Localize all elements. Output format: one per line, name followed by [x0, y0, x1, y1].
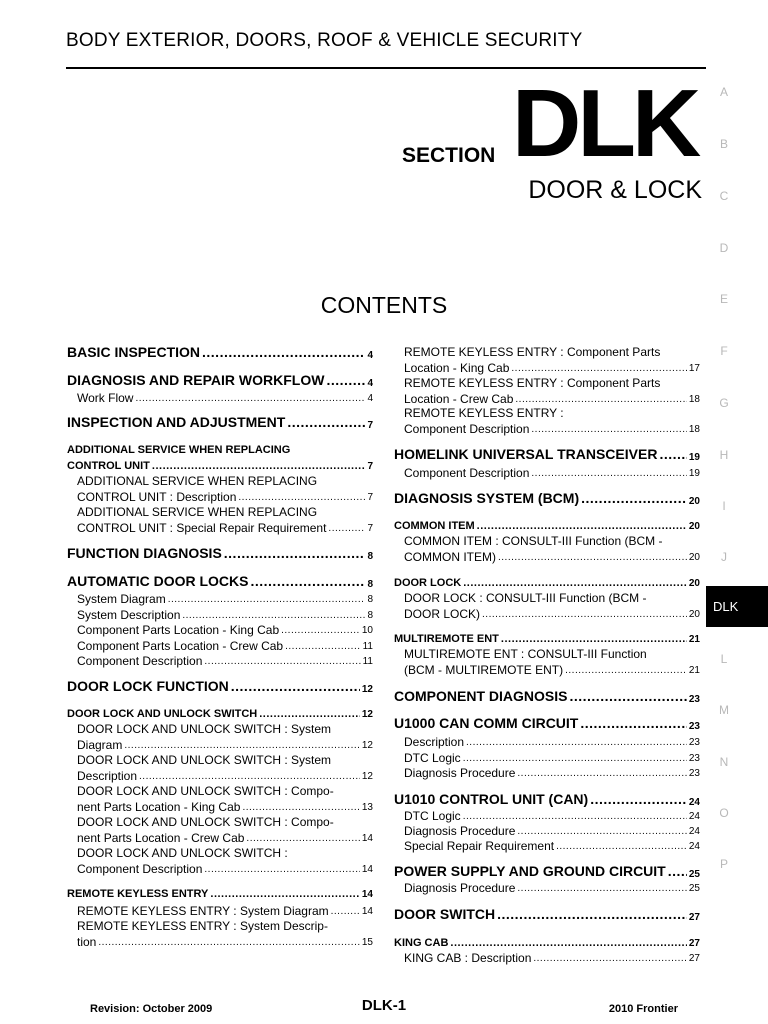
- toc-page-number: 23: [688, 694, 700, 705]
- toc-entry[interactable]: [67, 722, 373, 753]
- toc-entry[interactable]: [67, 505, 373, 536]
- toc-entry[interactable]: [394, 689, 700, 708]
- toc-entry[interactable]: [67, 623, 373, 639]
- toc-leader-dots: [659, 447, 686, 466]
- toc-entry-title: DOOR LOCK AND UNLOCK SWITCH: [67, 708, 258, 720]
- toc-entry-title: INSPECTION AND ADJUSTMENT: [67, 414, 286, 430]
- toc-leader-dots: [204, 862, 359, 878]
- toc-entry-title: Component Parts Location - King Cab: [77, 623, 280, 637]
- toc-leader-dots: [482, 607, 687, 623]
- toc-entry-title: REMOTE KEYLESS ENTRY : Component Parts: [404, 345, 661, 359]
- toc-entry-title: CONTROL UNIT : Description: [77, 489, 237, 504]
- toc-entry[interactable]: [67, 784, 373, 815]
- toc-entry[interactable]: [67, 345, 373, 364]
- toc-entry-title: DOOR LOCK: [394, 577, 462, 589]
- section-subtitle: DOOR & LOCK: [528, 176, 702, 204]
- toc-entry-title: Component Parts Location - Crew Cab: [77, 639, 284, 653]
- toc-entry[interactable]: [394, 491, 700, 510]
- toc-entry[interactable]: [394, 447, 700, 466]
- toc-page-number: 18: [688, 423, 700, 435]
- toc-leader-dots: [202, 345, 365, 364]
- toc-entry-title: nent Parts Location - King Cab: [77, 799, 241, 814]
- toc-page-number: 21: [688, 664, 700, 676]
- toc-entry[interactable]: [394, 936, 700, 952]
- toc-page-number: 7: [367, 460, 373, 472]
- toc-entry-title: DOOR LOCK AND UNLOCK SWITCH : Compo-: [77, 784, 334, 798]
- toc-leader-dots: [466, 735, 687, 751]
- toc-leader-dots: [511, 361, 686, 377]
- section-index-letter[interactable]: J: [721, 550, 727, 564]
- toc-entry[interactable]: [67, 919, 373, 950]
- toc-leader-dots: [168, 592, 366, 608]
- toc-leader-dots: [98, 935, 360, 951]
- toc-entry[interactable]: [67, 815, 373, 846]
- toc-entry[interactable]: [67, 443, 373, 474]
- toc-entry-title: tion: [77, 934, 97, 949]
- toc-entry[interactable]: [67, 679, 373, 698]
- toc-leader-dots: [556, 839, 687, 855]
- header-divider: [66, 67, 706, 69]
- toc-entry-title: Diagram: [77, 737, 123, 752]
- toc-leader-dots: [246, 831, 359, 847]
- toc-entry[interactable]: [67, 654, 373, 670]
- toc-entry[interactable]: [394, 881, 700, 897]
- toc-page-number: 12: [361, 684, 373, 695]
- toc-entry-title: DIAGNOSIS SYSTEM (BCM): [394, 490, 580, 506]
- toc-entry-title: COMMON ITEM: [394, 520, 475, 532]
- section-index-letter[interactable]: G: [719, 396, 729, 410]
- toc-entry[interactable]: [394, 864, 700, 883]
- toc-entry-title: U1000 CAN COMM CIRCUIT: [394, 715, 579, 731]
- section-index-letter[interactable]: D: [719, 241, 729, 255]
- toc-page-number: 13: [361, 801, 373, 813]
- toc-entry-title: DOOR LOCK AND UNLOCK SWITCH :: [77, 846, 288, 860]
- toc-entry-title: MULTIREMOTE ENT: [394, 633, 499, 645]
- toc-entry[interactable]: [394, 766, 700, 782]
- toc-leader-dots: [450, 936, 686, 952]
- toc-leader-dots: [224, 546, 366, 565]
- toc-entry-title: COMMON ITEM): [404, 549, 496, 564]
- toc-entry[interactable]: [67, 887, 373, 903]
- toc-entry[interactable]: [394, 376, 700, 407]
- toc-entry[interactable]: [394, 576, 700, 592]
- toc-entry[interactable]: [67, 592, 373, 608]
- toc-entry[interactable]: [394, 824, 700, 840]
- toc-entry-title: nent Parts Location - Crew Cab: [77, 830, 245, 845]
- toc-entry-title: REMOTE KEYLESS ENTRY : System Diagram: [77, 904, 329, 918]
- contents-title: CONTENTS: [320, 292, 448, 318]
- toc-entry-title: KING CAB : Description: [404, 951, 532, 965]
- toc-leader-dots: [531, 422, 686, 438]
- toc-entry[interactable]: [67, 474, 373, 505]
- section-index-letter[interactable]: L: [720, 652, 728, 666]
- section-code: DLK: [512, 70, 698, 177]
- toc-page-number: 25: [688, 883, 700, 894]
- toc-leader-dots: [463, 751, 687, 767]
- toc-entry-title: Component Description: [77, 654, 203, 668]
- toc-leader-dots: [501, 632, 687, 648]
- toc-entry[interactable]: [67, 753, 373, 784]
- toc-page-number: 20: [688, 551, 700, 563]
- toc-page-number: 24: [688, 797, 700, 808]
- toc-page-number: 27: [688, 953, 700, 964]
- toc-leader-dots: [517, 824, 686, 840]
- toc-entry-title: DOOR SWITCH: [394, 906, 496, 922]
- toc-entry-title: (BCM - MULTIREMOTE ENT): [404, 662, 564, 677]
- toc-leader-dots: [182, 608, 365, 624]
- toc-entry-title: FUNCTION DIAGNOSIS: [67, 545, 222, 561]
- toc-entry-title: System Diagram: [77, 592, 166, 606]
- toc-entry-title: Diagnosis Procedure: [404, 881, 516, 895]
- toc-page-number: 8: [367, 594, 373, 605]
- toc-page-number: 24: [688, 826, 700, 837]
- toc-leader-dots: [287, 415, 365, 434]
- active-section-tab[interactable]: DLK: [706, 586, 768, 627]
- toc-entry-title: ADDITIONAL SERVICE WHEN REPLACING: [77, 474, 318, 488]
- toc-entry-title: Description: [404, 735, 465, 749]
- toc-page-number: 11: [362, 641, 373, 652]
- toc-leader-dots: [581, 491, 687, 510]
- section-index-letter[interactable]: B: [719, 137, 728, 151]
- toc-page-number: 7: [367, 420, 373, 431]
- toc-entry[interactable]: [67, 373, 373, 392]
- toc-page-number: 14: [361, 906, 373, 917]
- toc-entry-title: DOOR LOCK): [404, 606, 481, 621]
- toc-page-number: 12: [361, 709, 373, 720]
- toc-leader-dots: [477, 519, 687, 535]
- section-index-letter[interactable]: I: [722, 499, 726, 513]
- toc-entry[interactable]: [394, 735, 700, 751]
- toc-entry-title: REMOTE KEYLESS ENTRY: [67, 888, 209, 900]
- toc-entry-title: System Description: [77, 608, 181, 622]
- toc-entry[interactable]: [394, 951, 700, 967]
- section-index-letter[interactable]: O: [719, 806, 729, 820]
- toc-entry[interactable]: [394, 345, 700, 376]
- toc-page-number: 27: [688, 938, 700, 949]
- toc-entry[interactable]: [394, 466, 700, 482]
- toc-entry[interactable]: [67, 546, 373, 565]
- toc-entry[interactable]: [67, 574, 373, 593]
- toc-leader-dots: [238, 490, 365, 506]
- section-index-letter[interactable]: N: [719, 755, 729, 769]
- toc-page-number: 12: [361, 770, 373, 782]
- toc-entry[interactable]: [394, 751, 700, 767]
- toc-leader-dots: [231, 679, 360, 698]
- section-index-letter[interactable]: M: [719, 703, 729, 717]
- footer-model: 2010 Frontier: [608, 1003, 678, 1015]
- toc-page-number: 14: [361, 832, 373, 844]
- toc-entry[interactable]: [394, 519, 700, 535]
- toc-entry-title: REMOTE KEYLESS ENTRY : Component Parts: [404, 376, 661, 390]
- toc-entry-title: Location - Crew Cab: [404, 391, 514, 406]
- toc-page-number: 4: [367, 393, 373, 404]
- toc-leader-dots: [250, 574, 365, 593]
- toc-page-number: 25: [688, 869, 700, 880]
- toc-entry[interactable]: [67, 707, 373, 723]
- section-label: SECTION: [402, 144, 496, 167]
- toc-leader-dots: [565, 663, 687, 679]
- section-index-letter[interactable]: P: [719, 857, 728, 871]
- toc-page-number: 20: [688, 521, 700, 532]
- toc-leader-dots: [281, 623, 360, 639]
- toc-page-number: 27: [688, 912, 700, 923]
- toc-page-number: 18: [688, 393, 700, 405]
- toc-entry[interactable]: [67, 639, 373, 655]
- toc-leader-dots: [580, 716, 687, 735]
- toc-entry-title: BASIC INSPECTION: [67, 344, 201, 360]
- toc-entry-title: DOOR LOCK AND UNLOCK SWITCH : Compo-: [77, 815, 334, 829]
- toc-entry-title: CONTROL UNIT: [67, 459, 150, 472]
- toc-entry-title: REMOTE KEYLESS ENTRY :: [404, 406, 564, 420]
- toc-page-number: 7: [367, 522, 373, 534]
- toc-leader-dots: [285, 639, 361, 655]
- toc-entry[interactable]: [394, 716, 700, 735]
- toc-page-number: 15: [361, 936, 373, 948]
- toc-page-number: 4: [367, 378, 373, 389]
- toc-page-number: 23: [688, 721, 700, 732]
- toc-leader-dots: [497, 907, 687, 926]
- toc-leader-dots: [498, 550, 687, 566]
- toc-entry[interactable]: [394, 792, 700, 811]
- toc-entry-title: COMPONENT DIAGNOSIS: [394, 688, 568, 704]
- toc-entry[interactable]: [67, 904, 373, 920]
- toc-leader-dots: [259, 707, 360, 723]
- toc-page-number: 17: [688, 362, 700, 374]
- toc-entry[interactable]: [67, 608, 373, 624]
- toc-page-number: 19: [688, 452, 700, 463]
- toc-entry-title: POWER SUPPLY AND GROUND CIRCUIT: [394, 863, 666, 879]
- toc-entry-title: CONTROL UNIT : Special Repair Requirement: [77, 520, 327, 535]
- toc-leader-dots: [210, 887, 359, 903]
- toc-entry-title: HOMELINK UNIVERSAL TRANSCEIVER: [394, 446, 658, 462]
- toc-entry-title: Special Repair Requirement: [404, 839, 555, 853]
- toc-leader-dots: [569, 689, 686, 708]
- toc-entry[interactable]: [394, 632, 700, 648]
- toc-entry-title: Component Description: [404, 421, 530, 436]
- toc-page-number: 24: [688, 841, 700, 852]
- toc-page-number: 19: [688, 468, 700, 479]
- header-title: BODY EXTERIOR, DOORS, ROOF & VEHICLE SECURITY: [66, 30, 583, 51]
- toc-leader-dots: [533, 951, 687, 967]
- toc-leader-dots: [242, 800, 359, 816]
- toc-entry-title: Description: [77, 768, 138, 783]
- toc-leader-dots: [668, 864, 687, 883]
- toc-entry-title: DOOR LOCK AND UNLOCK SWITCH : System: [77, 753, 332, 767]
- toc-entry-title: Work Flow: [77, 391, 134, 405]
- toc-entry[interactable]: [394, 907, 700, 926]
- toc-leader-dots: [326, 373, 365, 392]
- toc-leader-dots: [152, 459, 366, 475]
- toc-page-number: 4: [367, 350, 373, 361]
- toc-entry-title: DOOR LOCK FUNCTION: [67, 678, 229, 694]
- toc-entry-title: Location - King Cab: [404, 360, 510, 375]
- toc-page-number: 12: [361, 739, 373, 751]
- toc-leader-dots: [124, 738, 360, 754]
- toc-leader-dots: [331, 904, 360, 920]
- toc-page-number: 14: [361, 889, 373, 900]
- section-index-letter[interactable]: H: [719, 448, 729, 462]
- toc-entry[interactable]: [394, 591, 700, 622]
- toc-leader-dots: [463, 576, 687, 592]
- toc-page-number: 10: [361, 625, 373, 636]
- toc-entry-title: Diagnosis Procedure: [404, 766, 516, 780]
- toc-page-number: 20: [688, 608, 700, 620]
- toc-entry-title: DIAGNOSIS AND REPAIR WORKFLOW: [67, 372, 325, 388]
- section-index-letter[interactable]: E: [719, 292, 728, 306]
- toc-entry[interactable]: [67, 391, 373, 407]
- toc-page-number: 23: [688, 753, 700, 764]
- toc-entry[interactable]: [394, 839, 700, 855]
- toc-page-number: 11: [362, 656, 373, 667]
- toc-entry[interactable]: [394, 647, 700, 678]
- footer-page-id: DLK-1: [361, 997, 407, 1014]
- toc-entry-title: REMOTE KEYLESS ENTRY : System Descrip-: [77, 919, 328, 933]
- toc-leader-dots: [531, 466, 686, 482]
- toc-page-number: 20: [688, 578, 700, 589]
- toc-page-number: 24: [688, 811, 700, 822]
- toc-leader-dots: [139, 769, 360, 785]
- section-index-letter[interactable]: A: [719, 85, 728, 99]
- toc-entry-title: DOOR LOCK AND UNLOCK SWITCH : System: [77, 722, 332, 736]
- toc-leader-dots: [463, 809, 687, 825]
- toc-page-number: 8: [367, 610, 373, 621]
- toc-leader-dots: [328, 521, 365, 537]
- toc-page-number: 8: [367, 579, 373, 590]
- toc-page-number: 7: [367, 491, 373, 503]
- toc-entry-title: ADDITIONAL SERVICE WHEN REPLACING: [67, 444, 291, 456]
- section-index-letter[interactable]: C: [719, 189, 729, 203]
- toc-entry-title: Component Description: [404, 466, 530, 480]
- toc-entry-title: KING CAB: [394, 937, 449, 949]
- toc-entry-title: DTC Logic: [404, 751, 461, 765]
- toc-page-number: 8: [367, 551, 373, 562]
- toc-leader-dots: [204, 654, 360, 670]
- toc-page-number: 14: [361, 863, 373, 875]
- toc-leader-dots: [517, 766, 686, 782]
- toc-entry[interactable]: [394, 809, 700, 825]
- toc-entry-title: MULTIREMOTE ENT : CONSULT-III Function: [404, 647, 647, 661]
- toc-entry[interactable]: [67, 415, 373, 434]
- toc-entry-title: DOOR LOCK : CONSULT-III Function (BCM -: [404, 591, 647, 605]
- toc-entry-title: DTC Logic: [404, 809, 461, 823]
- toc-entry-title: U1010 CONTROL UNIT (CAN): [394, 791, 589, 807]
- toc-page-number: 23: [688, 737, 700, 748]
- toc-entry[interactable]: [67, 846, 373, 877]
- toc-entry[interactable]: [394, 406, 700, 437]
- toc-leader-dots: [590, 792, 687, 811]
- footer-revision: Revision: October 2009: [90, 1003, 213, 1015]
- toc-page-number: 23: [688, 768, 700, 779]
- toc-entry-title: COMMON ITEM : CONSULT-III Function (BCM -: [404, 534, 663, 548]
- toc-entry-title: Diagnosis Procedure: [404, 824, 516, 838]
- toc-page-number: 20: [688, 496, 700, 507]
- toc-leader-dots: [517, 881, 686, 897]
- toc-entry-title: ADDITIONAL SERVICE WHEN REPLACING: [77, 505, 318, 519]
- toc-leader-dots: [515, 392, 686, 408]
- toc-leader-dots: [135, 391, 365, 407]
- section-index-letter[interactable]: F: [720, 344, 728, 358]
- toc-page-number: 21: [688, 634, 700, 645]
- toc-entry-title: AUTOMATIC DOOR LOCKS: [67, 573, 249, 589]
- toc-entry-title: Component Description: [77, 861, 203, 876]
- toc-entry[interactable]: [394, 534, 700, 565]
